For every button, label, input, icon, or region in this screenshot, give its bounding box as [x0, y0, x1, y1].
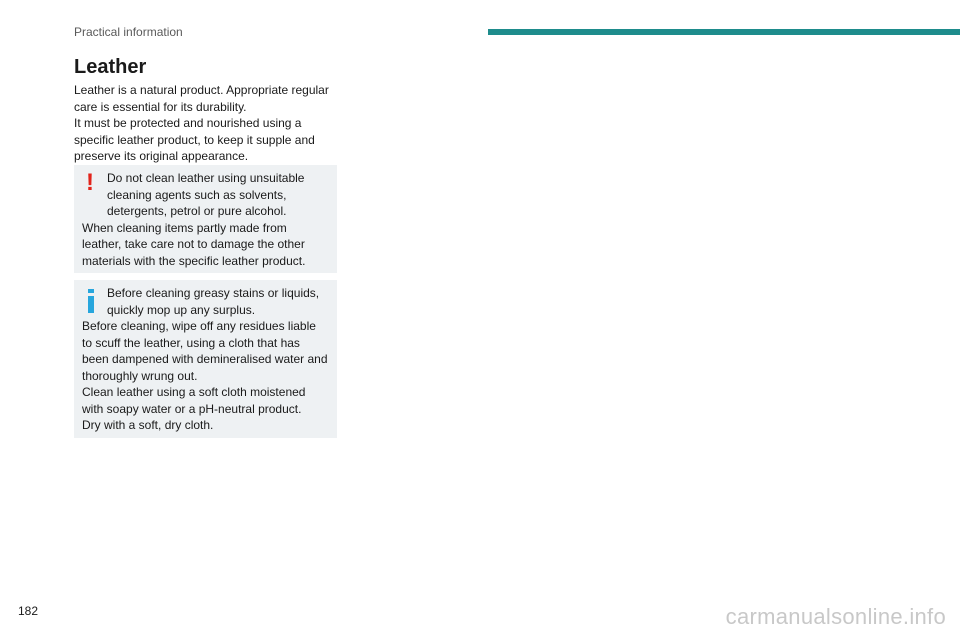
info-paragraph-first: [82, 285, 329, 318]
info-paragraph: Before cleaning, wipe off any residues liable to scuff the leather, using a cloth that has been dampened with demineralised water and thoroughly wrung out.: [82, 319, 328, 383]
info-icon: [88, 289, 94, 313]
info-paragraph: Clean leather using a soft cloth moistened with soapy water or a pH-neutral product.: [82, 385, 306, 416]
page-number: 182: [18, 604, 39, 618]
intro-text: [74, 82, 344, 165]
info-paragraph: Dry with a soft, dry cloth.: [82, 418, 214, 432]
accent-bar: [488, 29, 960, 35]
info-text: Before cleaning greasy stains or liquids, quickly mop up any surplus.: [107, 286, 320, 317]
intro-paragraph: It must be protected and nourished using a specific leather product, to keep it supple and preserve its original appearance.: [74, 116, 315, 163]
section-header: Practical information: [74, 25, 183, 39]
watermark: carmanualsonline.info: [725, 604, 946, 629]
warning-text: Do not clean leather using unsuitable cleaning agents such as solvents, detergents, petrol or pure alcohol.: [107, 171, 305, 218]
warning-callout: [74, 165, 337, 273]
warning-paragraph-first: [82, 170, 329, 220]
info-callout: [74, 280, 337, 438]
warning-paragraph: When cleaning items partly made from leather, take care not to damage the other materials with the specific leather product.: [82, 220, 306, 268]
intro-paragraph: Leather is a natural product. Appropriate regular care is essential for its durability.: [74, 83, 329, 114]
page-title: Leather: [74, 56, 147, 78]
exclamation-warning-icon: !: [86, 169, 94, 196]
